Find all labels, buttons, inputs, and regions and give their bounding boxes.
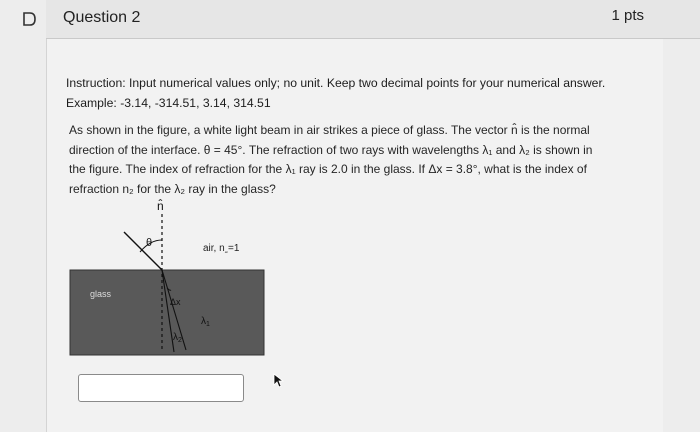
refraction-diagram	[66, 190, 276, 360]
collapse-icon[interactable]	[20, 10, 38, 28]
lambda1-sub: 1	[206, 321, 210, 328]
theta-label: θ	[146, 237, 153, 249]
problem-line: refraction n₂ for the λ₂ ray in the glass?	[69, 181, 276, 196]
problem-line: direction of the interface. θ = 45°. The refraction of two rays with wavelengths λ₁ and λ₂ is shown in	[69, 142, 593, 157]
air-value: =1	[228, 243, 240, 254]
question-header	[46, 0, 700, 39]
instruction-text	[66, 73, 656, 113]
question-title: Question 2	[63, 9, 141, 26]
answer-input[interactable]	[78, 374, 244, 402]
lambda1-symbol: λ	[201, 316, 206, 327]
normal-label: n̂	[157, 199, 164, 213]
instruction-line: Instruction: Input numerical values only; no unit. Keep two decimal points for your numerical answer.	[66, 76, 606, 90]
question-points: 1 pts	[611, 7, 644, 24]
lambda2-sub: 2	[178, 337, 182, 344]
problem-line: the figure. The index of refraction for the λ₁ ray is 2.0 in the glass. If Δx = 3.8°, what is the index of	[69, 162, 587, 176]
incident-ray	[124, 232, 162, 270]
problem-line: As shown in the figure, a white light beam in air strikes a piece of glass. The vector n̂ is the normal	[69, 123, 590, 137]
example-line: Example: -3.14, -314.51, 3.14, 314.51	[66, 96, 271, 110]
air-subscript: air	[224, 250, 229, 254]
delta-x-label: Δx	[170, 297, 181, 307]
glass-block	[70, 270, 264, 355]
glass-label: glass	[90, 289, 112, 299]
problem-text	[69, 121, 654, 199]
lambda2-symbol: λ	[173, 332, 178, 343]
air-text: air, n	[203, 243, 225, 254]
mouse-cursor-icon	[273, 373, 285, 389]
air-label	[203, 243, 240, 254]
